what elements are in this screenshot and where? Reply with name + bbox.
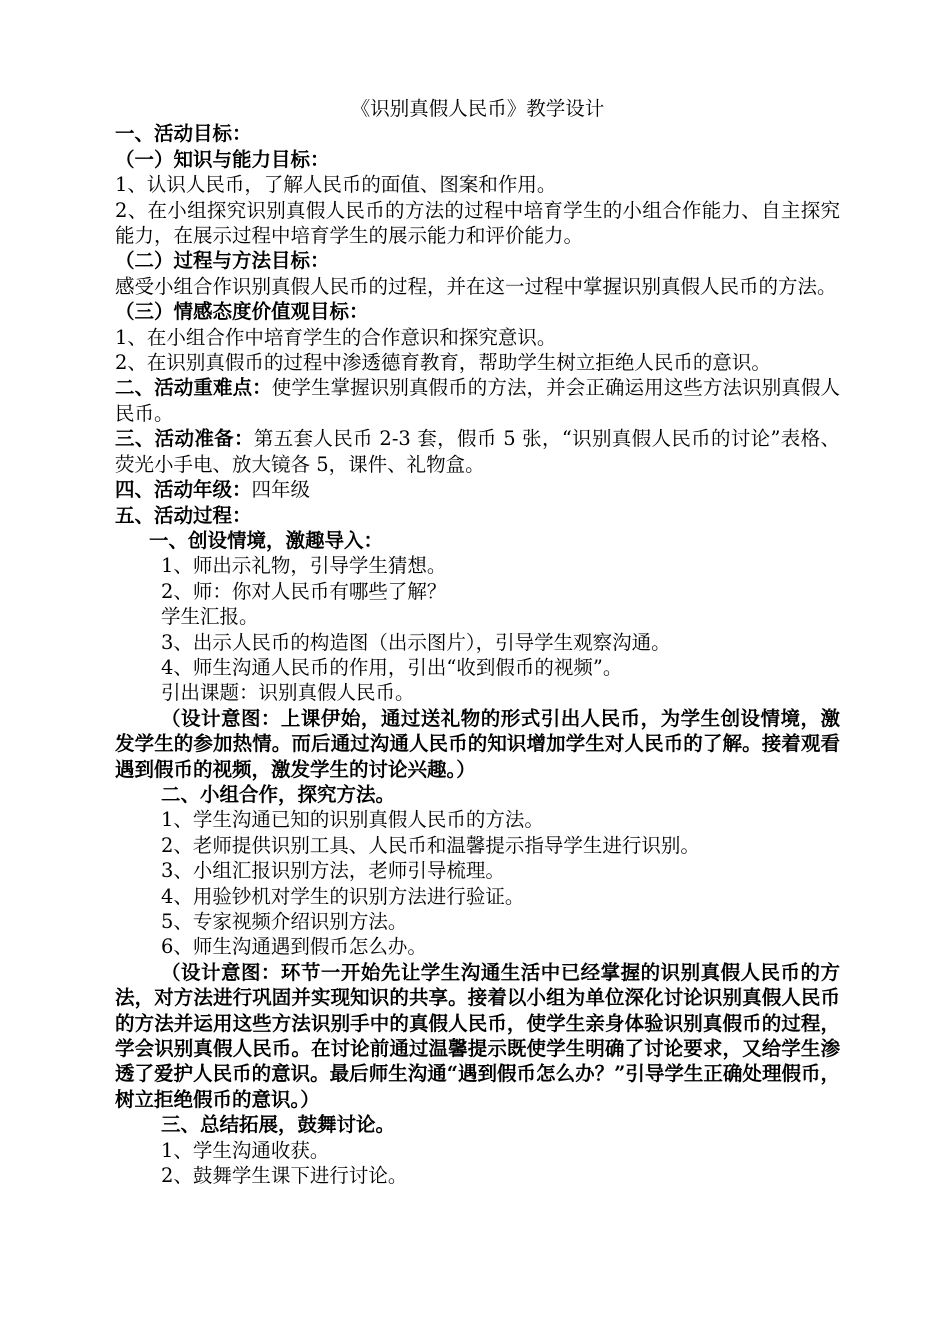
document-body [115,96,840,1188]
section-grade [115,477,840,502]
section-heading-goals: 一、活动目标： [115,122,252,146]
step-item: 2、鼓舞学生课下进行讨论。 [161,1164,408,1188]
step-heading: 一、创设情境，激趣导入： [149,528,384,552]
section-key-points [115,375,840,426]
step-item: 3、小组汇报识别方法，老师引导梳理。 [161,859,505,883]
section-text: 四年级 [251,478,311,502]
step-item: 2、师：你对人民币有哪些了解？ [161,579,447,603]
step-item: 1、学生沟通已知的识别真假人民币的方法。 [161,808,544,832]
section-text: 使学生掌握识别真假币的方法，并会正确运用这些方法识别真假人民币。 [115,376,840,425]
design-intent: （设计意图：上课伊始，通过送礼物的形式引出人民币，为学生创设情境，激发学生的参加热情。而后通过沟通人民币的知识增加学生对人民币的了解。接着观看遇到假币的视频，激发学生的讨论兴趣。） [115,706,840,781]
step-item: 6、师生沟通遇到假币怎么办。 [161,935,427,959]
section-label: 三、活动准备： [115,427,254,451]
step-item: 学生汇报。 [161,605,259,629]
step-item: 5、专家视频介绍识别方法。 [161,910,408,933]
subsection-heading-knowledge: （一）知识与能力目标： [115,147,330,171]
subsection-heading-values: （三）情感态度价值观目标： [115,300,369,324]
section-heading-process: 五、活动过程： [115,503,252,527]
goal-item: 2、在识别真假币的过程中渗透德育教育，帮助学生树立拒绝人民币的意识。 [115,351,771,375]
section-label: 二、活动重难点： [115,376,272,400]
section-text: 第五套人民币 2-3 套，假币 5 张，“识别真假人民币的讨论”表格、荧光小手电、放大镜各 5，课件、礼物盒。 [115,427,840,476]
step-item: 2、老师提供识别工具、人民币和温馨提示指导学生进行识别。 [161,833,700,857]
goal-item: 1、在小组合作中培育学生的合作意识和探究意识。 [115,325,557,349]
goal-item: 1、认识人民币，了解人民币的面值、图案和作用。 [115,173,557,197]
section-label: 四、活动年级： [115,478,252,502]
document-title: 《识别真假人民币》教学设计 [350,97,605,120]
step-item: 引出课题：识别真假人民币。 [161,681,415,705]
step-item: 1、师出示礼物，引导学生猜想。 [161,554,447,578]
step-heading: 三、总结拓展，鼓舞讨论。 [161,1113,396,1137]
subsection-heading-process: （二）过程与方法目标： [115,249,330,273]
goal-item: 2、在小组探究识别真假人民币的方法的过程中培育学生的小组合作能力、自主探究能力，在展示过程中培育学生的展示能力和评价能力。 [115,198,840,248]
section-preparation [115,426,840,477]
step-item: 3、出示人民币的构造图（出示图片），引导学生观察沟通。 [161,630,671,654]
step-item: 1、学生沟通收获。 [161,1138,330,1162]
design-intent: （设计意图：环节一开始先让学生沟通生活中已经掌握的识别真假人民币的方法，对方法进行巩固并实现知识的共享。接着以小组为单位深化讨论识别真假人民币的方法并运用这些方法识别手中的真假人民币，使学生亲身体验识别真假币的过程，学会识别真假人民币。在讨论前通过温馨提示既使学生明确了讨论要求，又给学生渗透了爱护人民币的意识。最后师生沟通“遇到假币怎么办？”引导学生正确处理假币，树立拒绝假币的意识。） [115,960,840,1111]
step-item: 4、师生沟通人民币的作用，引出“收到假币的视频”。 [161,655,623,679]
step-item: 4、用验钞机对学生的识别方法进行验证。 [161,884,525,908]
step-heading: 二、小组合作，探究方法。 [161,782,396,806]
goal-text: 感受小组合作识别真假人民币的过程，并在这一过程中掌握识别真假人民币的方法。 [115,274,837,298]
